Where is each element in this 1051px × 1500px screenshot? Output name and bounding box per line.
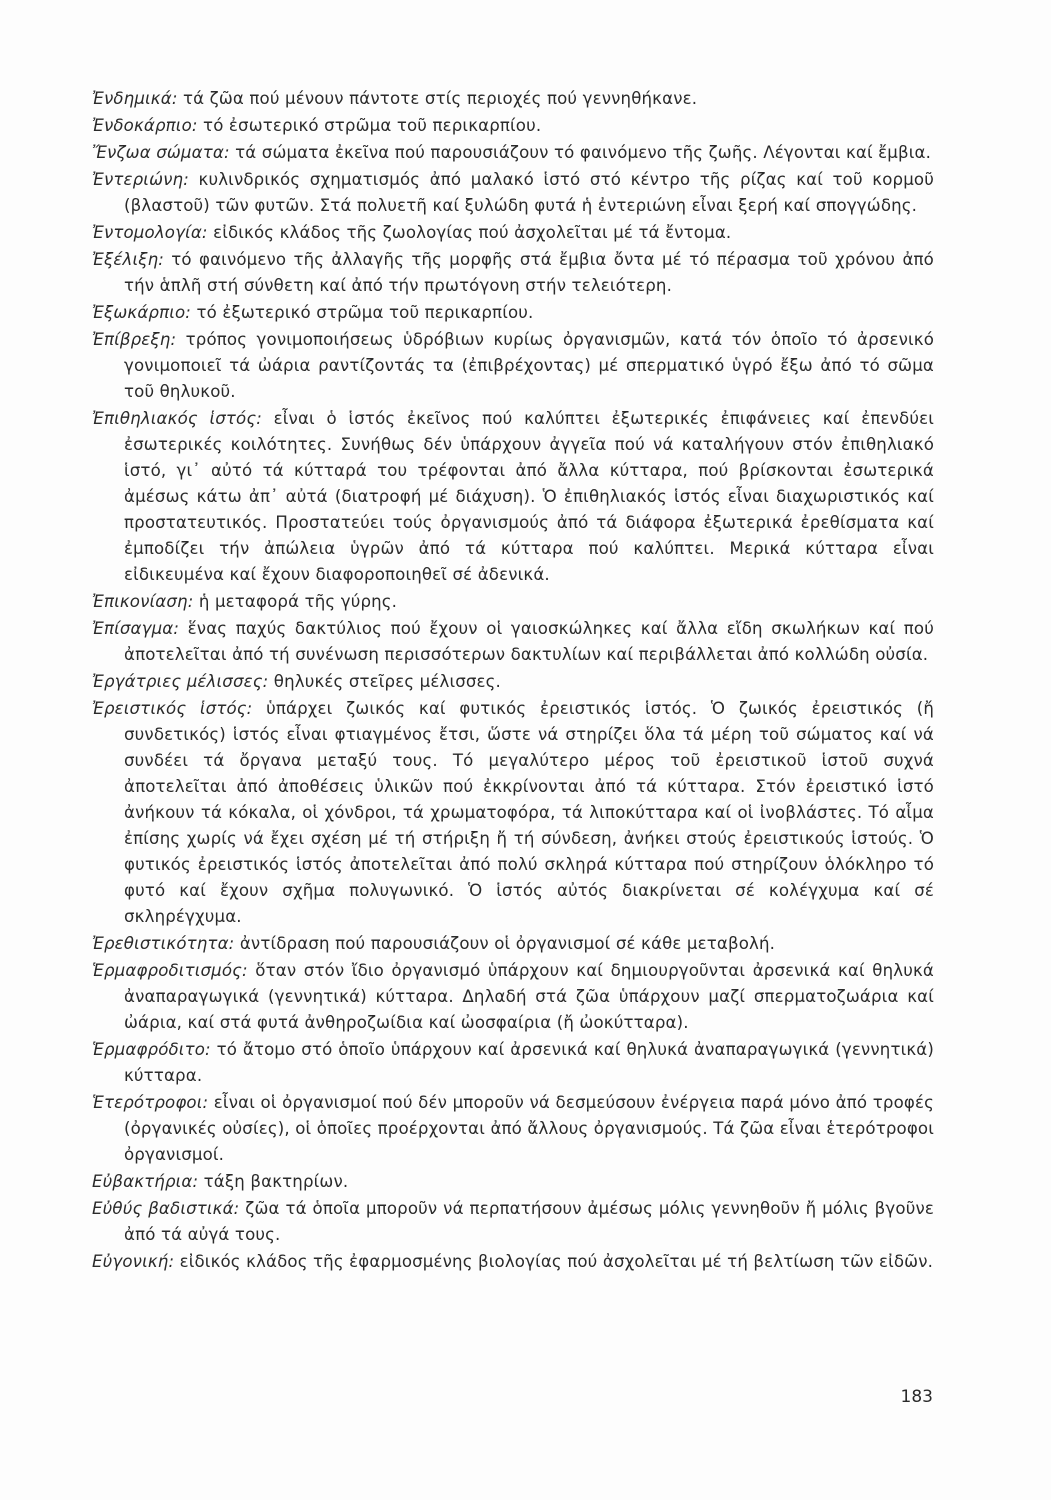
glossary-term: Ἐρεθιστικότητα:: [92, 934, 235, 953]
glossary-entry: [92, 696, 934, 930]
glossary-term: Ἐξωκάρπιο:: [92, 303, 192, 322]
glossary-definition: ἀντίδραση πού παρουσιάζουν οἱ ὀργανισμοί σέ κάθε μεταβολή.: [234, 934, 776, 953]
glossary-entry: [92, 1249, 934, 1275]
glossary-entry: [92, 1196, 934, 1248]
glossary-entry: [92, 669, 934, 695]
glossary-definition: ὅταν στόν ἴδιο ὀργανισμό ὑπάρχουν καί δημιουργοῦνται ἀρσενικά καί θηλυκά ἀναπαραγωγικά (γεννητικά) κύτταρα. Δηλαδή στά ζῶα ὑπάρχουν μαζί σπερματοζωάρια καί ὠάρια, καί στά φυτά ἀνθηροζωίδια καί ὠοσφαίρια (ἤ ὠοκύτταρα).: [124, 961, 934, 1032]
glossary-term: Ἔνζωα σώματα:: [92, 143, 230, 162]
glossary-definition: ἡ μεταφορά τῆς γύρης.: [193, 592, 398, 611]
glossary-entry: [92, 1090, 934, 1168]
glossary-definition: εἰδικός κλάδος τῆς ἐφαρμοσμένης βιολογίας πού ἀσχολεῖται μέ τή βελτίωση τῶν εἰδῶν.: [174, 1252, 934, 1271]
glossary-entry: [92, 616, 934, 668]
glossary-term: Ἐπιθηλιακός ἱστός:: [92, 409, 262, 428]
glossary-entry: [92, 1169, 934, 1195]
glossary-term: Ἑτερότροφοι:: [92, 1093, 209, 1112]
glossary-entry: [92, 247, 934, 299]
glossary-term: Ἐντεριώνη:: [92, 170, 189, 189]
glossary-definition: εἶναι οἱ ὀργανισμοί πού δέν μποροῦν νά δεσμεύσουν ἐνέργεια παρά μόνο ἀπό τροφές (ὀργανικές οὐσίες), οἱ ὁποῖες προέρχονται ἀπό ἄλλους ὀργανισμούς. Τά ζῶα εἶναι ἑτερότροφοι ὀργανισμοί.: [124, 1093, 934, 1164]
glossary-term: Ἑρμαφροδιτισμός:: [92, 961, 248, 980]
page-number: 183: [900, 1387, 933, 1407]
glossary-term: Ἐνδημικά:: [92, 89, 178, 108]
glossary-term: Ἐξέλιξη:: [92, 250, 165, 269]
glossary-definition: τρόπος γονιμοποιήσεως ὑδρόβιων κυρίως ὀργανισμῶν, κατά τόν ὁποῖο τό ἀρσενικό γονιμοποιεῖ τά ὠάρια ραντίζοντάς τα (ἐπιβρέχοντας) μέ σπερματικό ὑγρό ἔξω ἀπό τό σῶμα τοῦ θηλυκοῦ.: [124, 330, 934, 401]
glossary-entry: [92, 220, 934, 246]
glossary-definition: ζῶα τά ὁποῖα μποροῦν νά περπατήσουν ἀμέσως μόλις γεννηθοῦν ἤ μόλις βγοῦνε ἀπό τά αὐγά τους.: [124, 1199, 934, 1244]
glossary-list: [92, 86, 934, 1276]
glossary-definition: θηλυκές στεῖρες μέλισσες.: [268, 672, 501, 691]
glossary-term: Ἐπίσαγμα:: [92, 619, 180, 638]
glossary-definition: ἕνας παχύς δακτύλιος πού ἔχουν οἱ γαιοσκώληκες καί ἄλλα εἴδη σκωλήκων καί πού ἀποτελεῖται ἀπό τή συνένωση περισσότερων δακτυλίων καί περιβάλλεται ἀπό κολλώδη οὐσία.: [124, 619, 934, 664]
glossary-term: Ἐντομολογία:: [92, 223, 208, 242]
glossary-definition: τό φαινόμενο τῆς ἀλλαγῆς τῆς μορφῆς στά ἔμβια ὄντα μέ τό πέρασμα τοῦ χρόνου ἀπό τήν ἁπλῆ στή σύνθετη καί ἀπό τήν πρωτόγονη στήν τελειότερη.: [124, 250, 934, 295]
glossary-definition: τό ἐξωτερικό στρῶμα τοῦ περικαρπίου.: [191, 303, 534, 322]
glossary-entry: [92, 958, 934, 1036]
glossary-definition: τά ζῶα πού μένουν πάντοτε στίς περιοχές πού γεννηθήκανε.: [177, 89, 698, 108]
glossary-definition: ὑπάρχει ζωικός καί φυτικός ἐρειστικός ἱστός. Ὁ ζωικός ἐρειστικός (ἤ συνδετικός) ἱστός εἶναι φτιαγμένος ἔτσι, ὥστε νά στηρίζει ὅλα τά μέρη τοῦ σώματος καί νά συνδέει τά ὄργανα μεταξύ τους. Τό μεγαλύτερο μέρος τοῦ ἐρειστικοῦ ἱστοῦ συχνά ἀποτελεῖται ἀπό ἀποθέσεις ὑλικῶν πού ἐκκρίνονται ἀπό τά κύτταρα. Στόν ἐρειστικό ἱστό ἀνήκουν τά κόκαλα, οἱ χόνδροι, τά χρωματοφόρα, τά λιποκύτταρα καί οἱ ἰνοβλάστες. Τό αἷμα ἐπίσης χωρίς νά ἔχει σχέση μέ τή στήριξη ἤ τή σύνδεση, ἀνήκει στούς ἐρειστικούς ἱστούς. Ὁ φυτικός ἐρειστικός ἱστός ἀποτελεῖται ἀπό πολύ σκληρά κύτταρα πού στηρίζουν ὁλόκληρο τό φυτό καί ἔχουν σχῆμα πολυγωνικό. Ὁ ἱστός αὐτός διακρίνεται σέ κολέγχυμα καί σέ σκληρέγχυμα.: [124, 699, 934, 926]
glossary-entry: [92, 167, 934, 219]
glossary-entry: [92, 300, 934, 326]
glossary-definition: εἰδικός κλάδος τῆς ζωολογίας πού ἀσχολεῖται μέ τά ἔντομα.: [207, 223, 732, 242]
glossary-term: Ἐπικονίαση:: [92, 592, 194, 611]
glossary-definition: τάξη βακτηρίων.: [198, 1172, 349, 1191]
glossary-entry: [92, 931, 934, 957]
glossary-entry: [92, 406, 934, 588]
glossary-term: Ἑρμαφρόδιτο:: [92, 1040, 211, 1059]
glossary-term: Εὐβακτήρια:: [92, 1172, 199, 1191]
glossary-term: Ἐνδοκάρπιο:: [92, 116, 198, 135]
glossary-definition: εἶναι ὁ ἱστός ἐκεῖνος πού καλύπτει ἐξωτερικές ἐπιφάνειες καί ἐπενδύει ἐσωτερικές κοιλότητες. Συνήθως δέν ὑπάρχουν ἀγγεῖα πού νά καταλήγουν στόν ἐπιθηλιακό ἱστό, γι᾿ αὐτό τά κύτταρά του τρέφονται ἀπό ἄλλα κύτταρα, πού βρίσκονται ἐσωτερικά ἀμέσως κάτω ἀπ᾿ αὐτά (διατροφή μέ διάχυση). Ὁ ἐπιθηλιακός ἱστός εἶναι διαχωριστικός καί προστατευτικός. Προστατεύει τούς ὀργανισμούς ἀπό τά διάφορα ἐξωτερικά ἐρεθίσματα καί ἐμποδίζει τήν ἀπώλεια ὑγρῶν ἀπό τά κύτταρα πού καλύπτει. Μερικά κύτταρα εἶναι εἰδικευμένα καί ἔχουν διαφοροποιηθεῖ σέ ἀδενικά.: [124, 409, 934, 584]
glossary-entry: [92, 140, 934, 166]
glossary-definition: τά σώματα ἐκεῖνα πού παρουσιάζουν τό φαινόμενο τῆς ζωῆς. Λέγονται καί ἔμβια.: [229, 143, 932, 162]
glossary-term: Ἐργάτριες μέλισσες:: [92, 672, 269, 691]
glossary-definition: τό ἄτομο στό ὁποῖο ὑπάρχουν καί ἀρσενικά καί θηλυκά ἀναπαραγωγικά (γεννητικά) κύτταρα.: [124, 1040, 934, 1085]
glossary-definition: κυλινδρικός σχηματισμός ἀπό μαλακό ἱστό στό κέντρο τῆς ρίζας καί τοῦ κορμοῦ (βλαστοῦ) τῶν φυτῶν. Στά πολυετῆ καί ξυλώδη φυτά ἡ ἐντεριώνη εἶναι ξερή καί σπογγώδης.: [124, 170, 934, 215]
glossary-entry: [92, 86, 934, 112]
glossary-entry: [92, 327, 934, 405]
glossary-term: Ἐρειστικός ἱστός:: [92, 699, 253, 718]
glossary-term: Εὐγονική:: [92, 1252, 175, 1271]
glossary-entry: [92, 113, 934, 139]
glossary-entry: [92, 1037, 934, 1089]
glossary-term: Εὐθύς βαδιστικά:: [92, 1199, 240, 1218]
glossary-definition: τό ἐσωτερικό στρῶμα τοῦ περικαρπίου.: [197, 116, 542, 135]
glossary-term: Ἐπίβρεξη:: [92, 330, 177, 349]
glossary-entry: [92, 589, 934, 615]
